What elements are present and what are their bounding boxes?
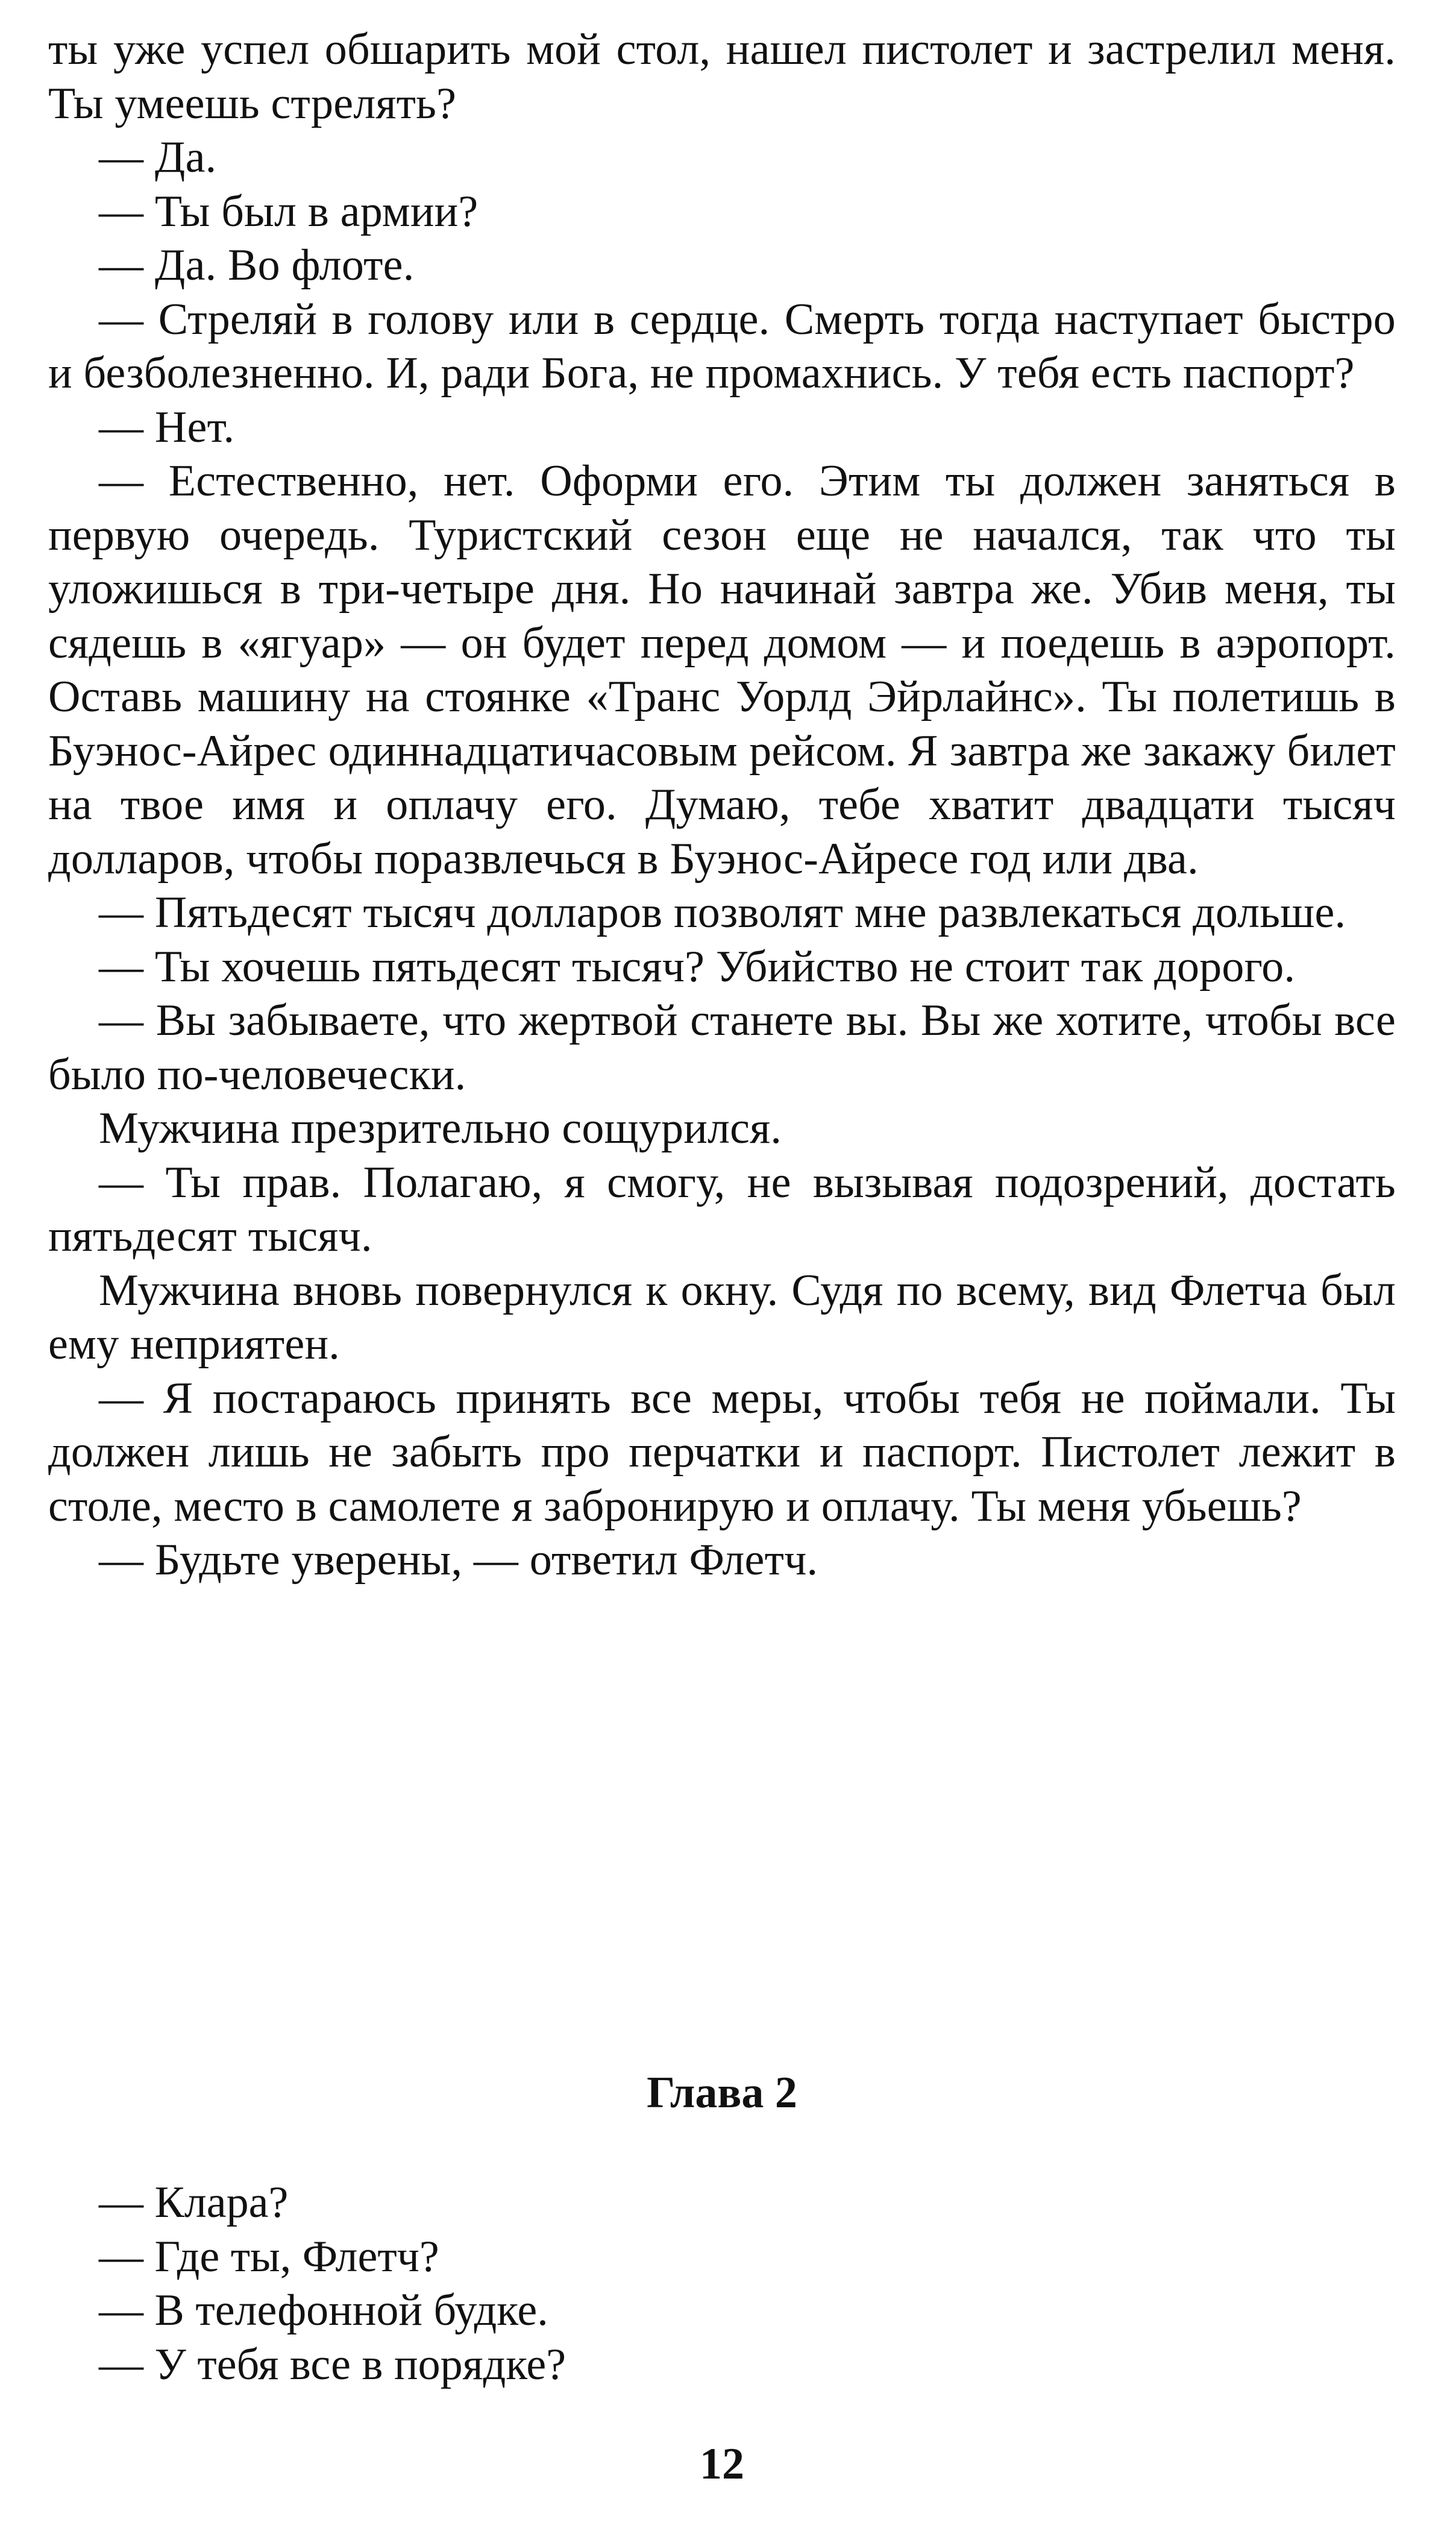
paragraph: — Где ты, Флетч?: [99, 2231, 439, 2281]
paragraph: — Стреляй в голову или в сердце. Смерть тогда наступает быстро и безболезненно. И, ради Бога, не промахнись. У тебя есть паспорт?: [48, 294, 1396, 398]
paragraph: — У тебя все в порядке?: [99, 2339, 566, 2389]
chapter-heading: Глава 2: [647, 2068, 797, 2117]
paragraph: — Да. Во флоте.: [99, 241, 415, 290]
chapter-text: [48, 2176, 1396, 2392]
paragraph: — В телефонной будке.: [99, 2286, 548, 2335]
paragraph: — Будьте уверены, — ответил Флетч.: [99, 1535, 818, 1585]
paragraph: — Вы забываете, что жертвой станете вы. Вы же хотите, чтобы все было по-человечески.: [48, 996, 1396, 1099]
paragraph: — Ты прав. Полагаю, я смогу, не вызывая подозрений, достать пятьдесят тысяч.: [48, 1157, 1396, 1261]
paragraph: ты уже успел обшарить мой стол, нашел пистолет и застрелил меня. Ты умеешь стрелять?: [48, 25, 1396, 128]
main-text: [48, 23, 1396, 1588]
paragraph: — Клара?: [99, 2178, 289, 2227]
paragraph: — Пятьдесят тысяч долларов позволят мне развлекаться дольше.: [99, 888, 1346, 937]
paragraph: — Ты был в армии?: [99, 186, 479, 236]
paragraph: — Нет.: [99, 402, 235, 452]
paragraph: — Я постараюсь принять все меры, чтобы тебя не поймали. Ты должен лишь не забыть про перчатки и паспорт. Пистолет лежит в столе, место в самолете я забронирую и оплачу. Ты меня убьешь?: [48, 1373, 1396, 1531]
paragraph: — Естественно, нет. Оформи его. Этим ты должен заняться в первую очередь. Туристский сезон еще не начался, так что ты уложишься в три-четыре дня. Но начинай завтра же. Убив меня, ты сядешь в «ягуар» — он будет перед домом — и поедешь в аэропорт. Оставь машину на стоянке «Транс Уорлд Эйрлайнс». Ты полетишь в Буэнос-Айрес одиннадцатичасовым рейсом. Я завтра же закажу билет на твое имя и оплачу его. Думаю, тебе хватит двадцати тысяч долларов, чтобы поразвлечься в Буэнос-Айресе год или два.: [48, 456, 1396, 884]
paragraph: Мужчина вновь повернулся к окну. Судя по всему, вид Флетча был ему неприятен.: [48, 1265, 1396, 1369]
page-number: 12: [700, 2439, 744, 2489]
paragraph: — Ты хочешь пятьдесят тысяч? Убийство не стоит так дорого.: [99, 942, 1296, 992]
paragraph: — Да.: [99, 133, 217, 182]
paragraph: Мужчина презрительно сощурился.: [99, 1104, 782, 1153]
